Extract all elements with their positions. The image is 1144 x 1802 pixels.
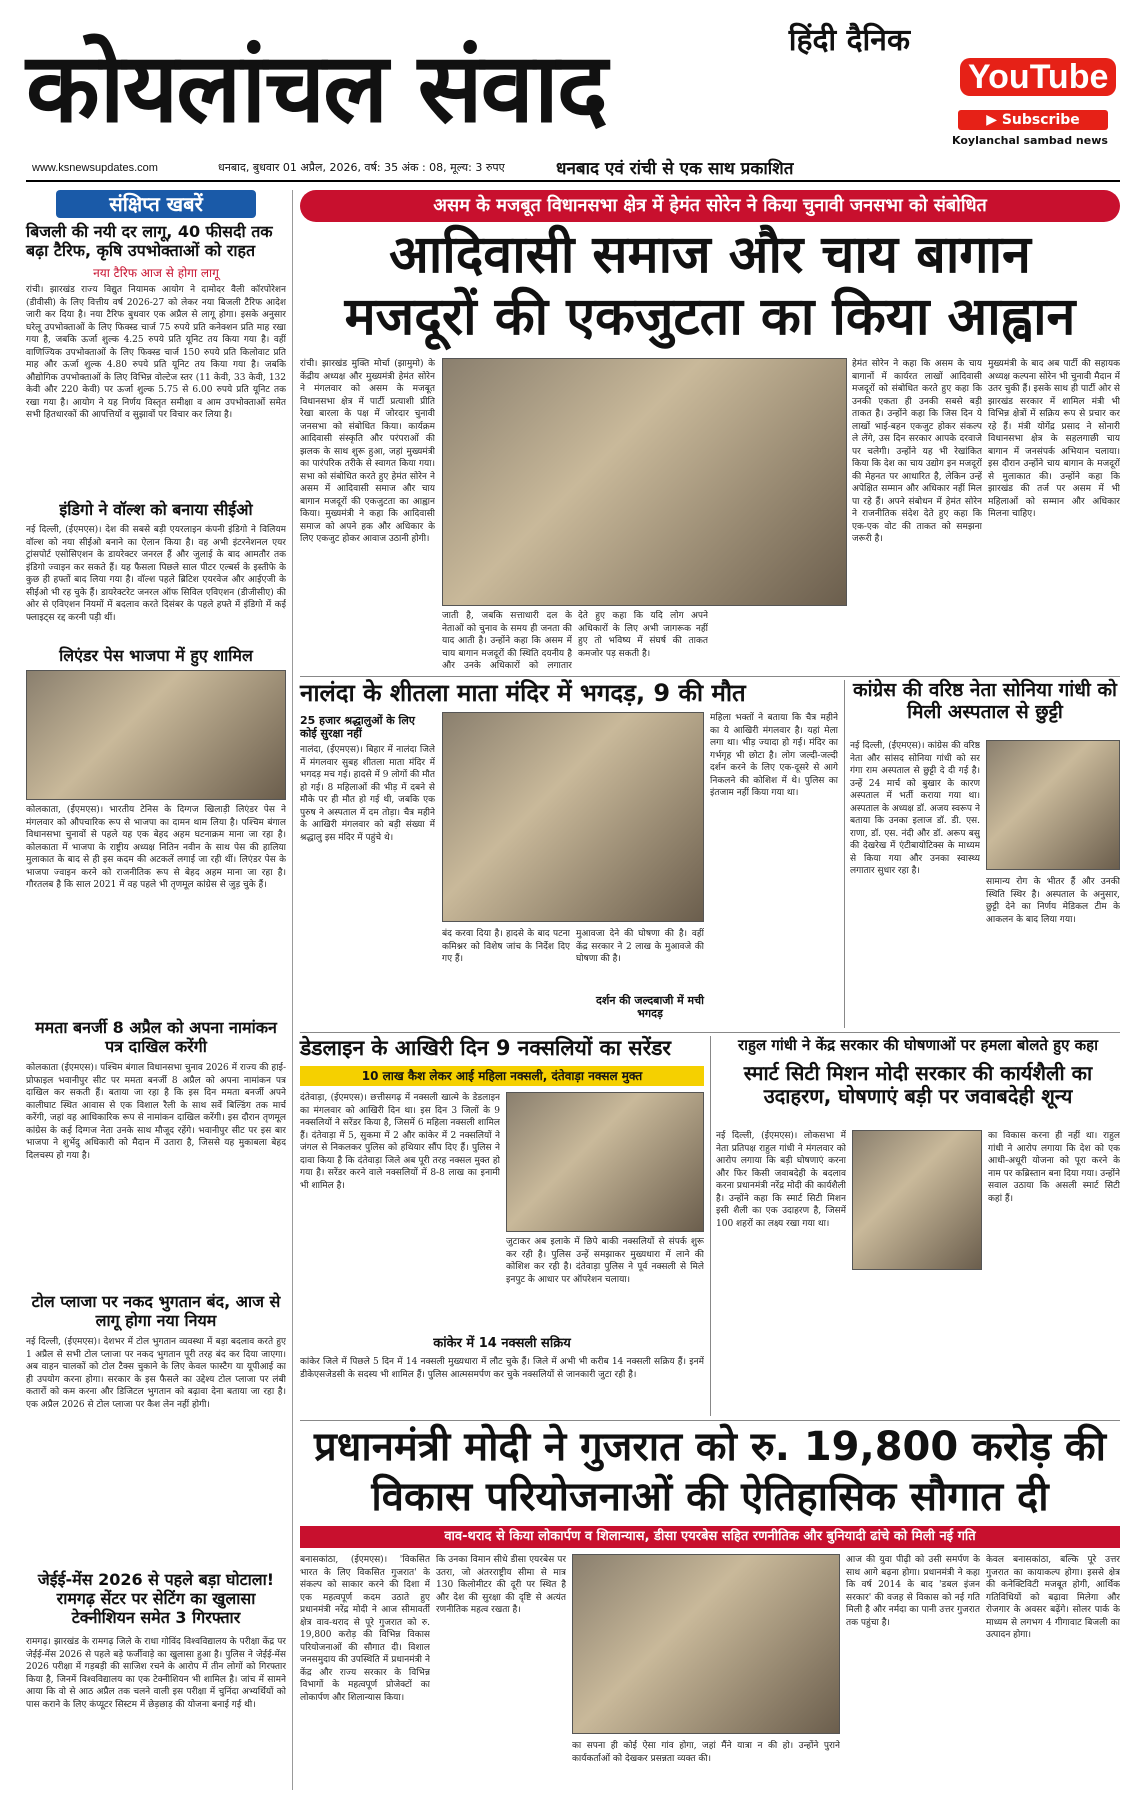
- rahul-headline: स्मार्ट सिटी मिशन मोदी सरकार की कार्यशैली का उदाहरण, घोषणाएं बड़ी पर जवाबदेही शून्य: [743, 1061, 1093, 1108]
- play-icon: ▶: [986, 112, 1002, 128]
- nalanda-headline: नालंदा के शीतला माता मंदिर में भगदड़, 9 की मौत: [300, 679, 746, 707]
- masthead-rule: [26, 180, 1120, 182]
- brief-6-headline: जेईई-मेंस 2026 से पहले बड़ा घोटाला! रामगढ़ सेंटर पर सेटिंग का खुलासा टेक्नीशियन समेत 3 गिरफ्तार: [37, 1570, 275, 1628]
- brief-3-body: कोलकाता, (ईएमएस)। भारतीय टेनिस के दिग्गज खिलाड़ी लिएंडर पेस ने मंगलवार को औपचारिक रूप से भाजपा का दामन थाम लिया है। पश्चिम बंगाल विधानसभा चुनावों से पहले यह एक बेहद अहम घटनाक्रम माना जा रहा है। कोलकाता में भाजपा के राष्ट्रीय अध्यक्ष नितिन नवीन के साथ पेस की हालिया मुलाकात के बाद से ही इस कदम की अटकलें लगाई जा रही थीं। लिएंडर पेस के भाजपा ज्वाइन करने को राजनीतिक रूप से बेहद अहम माना जा रहा है। गौरतलब है कि साल 2021 में वह पहले भी तृणमूल कांग्रेस से जुड़ चुके हैं।: [26, 805, 286, 890]
- naxal-col-1: दंतेवाड़ा, (ईएमएस)। छत्तीसगढ़ में नक्सली खात्मे के डेडलाइन का मंगलवार को आखिरी दिन था। इस दिन 3 जिलों के 9 नक्सलियों ने सरेंडर किया है, जिसमें 6 महिला नक्सली शामिल हैं। दंतेवाड़ा में 5, सुकमा में 2 और कांकेर में 2 नक्सलियों ने जंगल से निकलकर पुलिस को हथियार सौंप दिए हैं। पुलिस ने दावा किया है कि दंतेवाड़ा जिले अब पूरी तरह नक्सल मुक्त हो गया है। सरेंडर करने वाले नक्सलियों में 8-8 लाख का इनामी भी शामिल है।: [300, 1093, 500, 1191]
- rahul-col-1: नई दिल्ली, (ईएमएस)। लोकसभा में नेता प्रतिपक्ष राहुल गांधी ने मंगलवार को आरोप लगाया कि बड़ी घोषणाएं करना और फिर किसी जवाबदेही के बदलाव करना प्रधानमंत्री नरेंद्र मोदी की कार्यशैली है। उन्होंने कहा कि स्मार्ट सिटी मिशन इसी शैली का एक उदाहरण है, जिसमें 100 शहरों का लक्ष्य रखा गया था।: [716, 1131, 846, 1229]
- brief-column: [26, 190, 286, 1800]
- brief-1-sub: नया टैरिफ आज से होगा लागू: [93, 266, 219, 280]
- dateline: धनबाद, बुधवार 01 अप्रैल, 2026, वर्ष: 35 अंक : 08, मूल्य: 3 रुपए: [218, 161, 505, 174]
- leander-photo: [26, 670, 286, 800]
- brief-4-body: कोलकाता (ईएमएस)। पश्चिम बंगाल विधानसभा चुनाव 2026 में राज्य की हाई-प्रोफाइल भवानीपुर सीट पर ममता बनर्जी 8 अप्रैल को अपना नामांकन पत्र दाखिल कर सकती हैं। बताया जा रहा है कि इस दिन ममता बनर्जी अपने कालीघाट स्थित आवास से एक विशाल रैली के साथ सर्वे बिल्डिंग तक मार्च करेंगी, जहां वह आधिकारिक रूप से नामांकन दाखिल करेंगी। इस दौरान तृणमूल कांग्रेस के कई दिग्गज नेता उनके साथ मौजूद रहेंगे। भवानीपुर सीट पर इस बार भाजपा ने शुभेंदु अधिकारी को मैदान में उतारा है, जिससे यह मुकाबला बेहद दिलचस्प हो गया है।: [26, 1063, 286, 1161]
- modi-col-5: केवल बनासकांठा, बल्कि पूरे उत्तर गुजरात का कायाकल्प होगा। इससे क्षेत्र की कनेक्टिविटी मजबूत होगी, आर्थिक गतिविधियों को बढ़ावा मिलेगा और रोजगार के अवसर बढ़ेंगे। सोलर पार्क के माध्यम से लगभग 4 गीगावाट बिजली का उत्पादन होगा।: [986, 1555, 1120, 1640]
- nalanda-caption: दर्शन की जल्दबाजी में मची भगदड़: [596, 994, 704, 1021]
- youtube-badge[interactable]: [940, 58, 1120, 148]
- lead-col-2: जाती है, जबकि सत्ताधारी दल के नेताओं को चुनाव के समय ही जनता की याद आती है। उन्होंने कहा कि असम में चाय बागान मजदूरों की स्थिति दयनीय है और उनके अधिकारों को लगातार: [442, 611, 572, 670]
- naxal-headline: डेडलाइन के आखिरी दिन 9 नक्सलियों का सरेंडर: [300, 1036, 672, 1060]
- sonia-col-1: नई दिल्ली, (ईएमएस)। कांग्रेस की वरिष्ठ नेता और सांसद सोनिया गांधी को सर गंगा राम अस्पताल से छुट्टी दे दी गई है। उन्हें 24 मार्च को बुखार के कारण अस्पताल में भर्ती कराया गया था। अस्पताल के अध्यक्ष डॉ. अजय स्वरूप ने बताया कि उनका इलाज डॉ. डी. एस. राणा, डॉ. एस. नंदी और डॉ. अरूप बसु की देखरेख में एंटीबायोटिक्स के माध्यम से किया गया और उनका स्वास्थ्य लगातार सुधार रहा है।: [850, 741, 980, 876]
- bottom-rule: [300, 1420, 1120, 1421]
- subscribe-label: Subscribe: [1001, 112, 1080, 128]
- brief-label: संक्षिप्त खबरें: [56, 190, 256, 218]
- modi-col-4: आज की युवा पीढ़ी को उसी समर्पण के साथ आगे बढ़ना होगा। प्रधानमंत्री ने कहा कि वर्ष 2014 के बाद 'डबल इंजन सरकार' की वजह से विकास को नई गति मिली है और नर्मदा का पानी उत्तर गुजरात तक पहुंचा है।: [846, 1555, 980, 1628]
- rahul-strap: राहुल गांधी ने केंद्र सरकार की घोषणाओं पर हमला बोलते हुए कहा: [738, 1036, 1098, 1054]
- masthead-title: कोयलांचल संवाद: [26, 32, 606, 144]
- naxal-col-3: कांकेर जिले में पिछले 5 दिन में 14 नक्सली मुख्यधारा में लौट चुके हैं। जिले में अभी भी करीब 14 नक्सली सक्रिय हैं। इनमें डीकेएसजेडसी के सदस्य भी शामिल हैं। पुलिस आत्मसमर्पण कर चुके नक्सलियों से जानकारी जुटा रही है।: [300, 1357, 704, 1380]
- nalanda-rule: [844, 680, 845, 1028]
- left-column-rule: [292, 190, 293, 1790]
- nalanda-col-4: महिला भक्तों ने बताया कि चैत्र महीने का ये आखिरी मंगलवार है। यहां मेला लगा था। भीड़ ज्यादा हो गई। मंदिर का गर्भगृह भी छोटा है। लोग जल्दी-जल्दी दर्शन करने के लिए एक-दूसरे से आगे निकलने की कोशिश में थे। पुलिस का इंतजाम नहीं किया गया था।: [710, 713, 838, 798]
- brief-1-headline: बिजली की नयी दर लागू, 40 फीसदी तक बढ़ा टैरिफ, कृषि उपभोक्ताओं को राहत: [26, 222, 273, 261]
- channel-name: Koylanchal sambad news: [952, 134, 1108, 147]
- sonia-photo: [986, 740, 1120, 870]
- mid-rule: [300, 1032, 1120, 1033]
- website[interactable]: www.ksnewsupdates.com: [32, 162, 158, 174]
- brief-2-body: नई दिल्ली, (ईएमएस)। देश की सबसे बड़ी एयरलाइन कंपनी इंडिगो ने विलियम वॉल्श को नया सीईओ बनाने का ऐलान किया है। वह अभी इंटरनेशनल एयर ट्रांसपोर्ट एसोसिएशन के डायरेक्टर जनरल हैं और जुलाई के बाद आमतौर तक इंडिगो ज्वाइन कर सकते हैं। यह फैसला पिछले साल पीटर एल्बर्स के इस्तीफे के कुछ ही हफ्तों बाद लिया गया है। वॉल्श पहले ब्रिटिश एयरवेज और आईएजी के सीईओ भी रह चुके हैं। डायरेक्टरेट जनरल ऑफ सिविल एविएशन (डीजीसीए) की ओर से एविएशन नियमों में बदलाव करते दिसंबर के पहले हफ्ते में इंडिगो में कई फ्लाइट्स रद्द करनी पड़ी थीं।: [26, 525, 286, 623]
- rahul-col-2: का विकास करना ही नहीं था। राहुल गांधी ने आरोप लगाया कि देश को एक आधी-अधूरी योजना को पूरा करने के नाम पर कब्रिस्तान बना दिया गया। उन्होंने सवाल उठाया कि असली स्मार्ट सिटी कहां हैं।: [988, 1131, 1120, 1204]
- nalanda-col-3: मुआवजा देने की घोषणा की है। वहीं केंद्र सरकार ने 2 लाख के मुआवजे की घोषणा की है।: [576, 929, 704, 964]
- lead-bottom-rule: [300, 676, 1120, 677]
- naxal-sub-2: कांकेर में 14 नक्सली सक्रिय: [433, 1336, 571, 1351]
- youtube-wordmark: YouTube: [960, 58, 1116, 96]
- modi-col-3: का सपना ही कोई ऐसा गांव होगा, जहां मैंने यात्रा न की हो। उन्होंने पुराने कार्यकर्ताओं को देखकर प्रसन्नता व्यक्त की।: [572, 1741, 840, 1764]
- naxal-col-2: जुटाकर अब इलाके में छिपे बाकी नक्सलियों से संपर्क शुरू कर रही है। पुलिस उन्हें समझाकर मुख्यधारा में लाने की कोशिश कर रही है। दंतेवाड़ा पुलिस ने पूर्व नक्सली से मिले इनपुट के आधार पर ऑपरेशन चलाया।: [506, 1237, 704, 1285]
- lead-col-4: हेमंत सोरेन ने कहा कि असम के चाय बागानों में कार्यरत लाखों आदिवासी मजदूरों को संबोधित करते हुए कहा कि उनकी एकता ही उनकी सबसे बड़ी ताकत है। उन्होंने कहा कि जिस दिन ये लाखों भाई-बहन एकजुट होकर संकल्प ले लेंगे, उस दिन सरकार आपके दरवाजे पर चलेगी। उन्होंने यह भी रेखांकित किया कि देश का चाय उद्योग इन मजदूरों की मेहनत पर आधारित है, लेकिन उन्हें अपेक्षित सम्मान और अधिकार नहीं मिल पा रहे हैं। अपने संबोधन में हेमंत सोरेन ने राजनीतिक संदेश देते हुए कहा कि एक-एक वोट की ताकत को समझना जरूरी है।: [852, 359, 982, 544]
- subscribe-button[interactable]: [958, 110, 1108, 130]
- naxal-sub: 10 लाख कैश लेकर आई महिला नक्सली, दंतेवाड़ा नक्सल मुक्त: [300, 1066, 704, 1086]
- sonia-col-2: सामान्य रोग के भीतर हैं और उनकी स्थिति स्थिर है। अस्पताल के अनुसार, छुट्टी देने का निर्णय मेडिकल टीम के आकलन के बाद लिया गया।: [986, 877, 1120, 925]
- naxal-photo: [506, 1092, 704, 1232]
- brief-4-headline: ममता बनर्जी 8 अप्रैल को अपना नामांकन पत्र दाखिल करेंगी: [35, 1018, 277, 1057]
- lead-headline-2: मजदूरों की एकजुटता का किया आह्वान: [344, 287, 1076, 347]
- brief-5-headline: टोल प्लाजा पर नकद भुगतान बंद, आज से लागू होगा नया नियम: [31, 1292, 281, 1331]
- modi-headline-1: प्रधानमंत्री मोदी ने गुजरात को रु. 19,800 करोड़ की: [314, 1424, 1106, 1470]
- brief-2-headline: इंडिगो ने वॉल्श को बनाया सीईओ: [59, 500, 253, 519]
- modi-col-1: बनासकांठा, (ईएमएस)। 'विकसित भारत के लिए विकसित गुजरात' के संकल्प को साकार करने की दिशा में एक महत्वपूर्ण कदम उठाते हुए प्रधानमंत्री नरेंद्र मोदी ने आज सीमावर्ती क्षेत्र वाव-थराद से पूरे गुजरात को रु. 19,800 करोड़ की विभिन्न विकास परियोजनाओं की सौगात दी। विशाल जनसमुदाय की उपस्थिति में प्रधानमंत्री ने केंद्र और राज्य सरकार के विभिन्न विभागों के महत्वपूर्ण प्रोजेक्टों का लोकार्पण और शिलान्यास किया।: [300, 1555, 430, 1703]
- nalanda-col-2: बंद करवा दिया है। हादसे के बाद पटना कमिश्नर को विशेष जांच के निर्देश दिए गए हैं।: [442, 929, 570, 964]
- brief-3-headline: लिएंडर पेस भाजपा में हुए शामिल: [59, 646, 253, 665]
- youtube-logo: [960, 58, 1110, 106]
- tagline: धनबाद एवं रांची से एक साथ प्रकाशित: [556, 159, 794, 179]
- modi-headline-2: विकास परियोजनाओं की ऐतिहासिक सौगात दी: [371, 1474, 1049, 1520]
- naxal-rule: [710, 1036, 711, 1416]
- lead-photo: [442, 358, 847, 606]
- sonia-headline: कांग्रेस की वरिष्ठ नेता सोनिया गांधी को मिली अस्पताल से छुट्टी: [853, 679, 1117, 723]
- brief-5-body: नई दिल्ली, (ईएमएस)। देशभर में टोल भुगतान व्यवस्था में बड़ा बदलाव करते हुए 1 अप्रैल से सभी टोल प्लाजा पर नकद भुगतान पूरी तरह बंद कर दिया जाएगा। अब वाहन चालकों को टोल टैक्स चुकाने के लिए केवल फास्टैग या यूपीआई का ही उपयोग करना होगा। सरकार के इस फैसले का उद्देश्य टोल प्लाजा पर लंबी कतारों को कम करना और डिजिटल भुगतान को बढ़ावा देना बताया जा रहा है। एक अप्रैल 2026 से टोल प्लाजा पर कैश लेन नहीं होगी।: [26, 1337, 286, 1410]
- masthead: [0, 0, 1144, 179]
- modi-col-2: कि उनका विमान सीधे डीसा एयरबेस पर उतरा, जो अंतरराष्ट्रीय सीमा से मात्र 130 किलोमीटर की दूरी पर स्थित है और देश की सुरक्षा की दृष्टि से अत्यंत रणनीतिक महत्व रखता है।: [436, 1555, 566, 1615]
- modi-photo: [572, 1554, 840, 1734]
- lead-col-3: देते हुए कहा कि यदि लोग अपने अधिकारों के लिए अभी जागरूक नहीं हुए तो भविष्य में संघर्ष की ताकत कमजोर पड़ सकती है।: [578, 611, 708, 659]
- rahul-photo: [852, 1130, 982, 1270]
- modi-strap: वाव-थराद से किया लोकार्पण व शिलान्यास, डीसा एयरबेस सहित रणनीतिक और बुनियादी ढांचे को मिली नई गति: [300, 1526, 1120, 1548]
- nalanda-photo: [442, 712, 704, 922]
- brief-1-body: रांची। झारखंड राज्य विद्युत नियामक आयोग ने दामोदर वैली कॉरपोरेशन (डीवीसी) के लिए वित्तीय वर्ष 2026-27 को लेकर नया बिजली टैरिफ आदेश जारी कर दिया है। नया टैरिफ बुधवार एक अप्रैल से लागू होगा। इसके अनुसार घरेलू उपभोक्ताओं के लिए फिक्स्ड चार्ज 75 रुपये प्रति कनेक्शन प्रति माह रखा गया है, जबकि ऊर्जा शुल्क 4.25 रुपये प्रति यूनिट तय किया गया है। वहीं वाणिज्यिक उपभोक्ताओं के लिए फिक्स्ड चार्ज 150 रुपये प्रति किलोवाट प्रति माह और ऊर्जा शुल्क 4.80 रुपये प्रति यूनिट तय किया गया है। जबकि औद्योगिक उपभोक्ताओं के लिए विभिन्न वोल्टेज स्तर (11 केवी, 33 केवी, 132 केवी और 220 केवी) पर ऊर्जा शुल्क 5.75 से 6.00 रुपये प्रति यूनिट तक रखा गया है। आयोग ने यह निर्णय विस्तृत समीक्षा व आम उपभोक्ताओं समेत सभी हितधारकों की आपत्तियों व सुझावों पर विचार कर लिया है।: [26, 285, 286, 420]
- lead-headline-1: आदिवासी समाज और चाय बागान: [389, 225, 1031, 285]
- brief-6-body: रामगढ़। झारखंड के रामगढ़ जिले के राधा गोविंद विश्वविद्यालय के परीक्षा केंद्र पर जेईई-मेंस 2026 से पहले बड़े फर्जीवाड़े का खुलासा हुआ है। पुलिस ने जेईई-मेंस 2026 परीक्षा में गड़बड़ी की साजिश रचने के आरोप में तीन लोगों को गिरफ्तार किया है, जिनमें विश्वविद्यालय का एक टेक्नीशियन भी शामिल है। जांच में सामने आया कि वो से आठ अप्रैल तक चलने वाली इस परीक्षा में चुनिंदा अभ्यर्थियों को पास कराने के लिए कंप्यूटर सिस्टम में छेड़छाड़ की योजना बनाई गई थी।: [26, 1637, 286, 1710]
- masthead-subtitle: हिंदी दैनिक: [788, 23, 910, 58]
- lead-col-5: मुख्यमंत्री के बाद अब पार्टी की सहायक अध्यक्ष कल्पना सोरेन भी चुनावी मैदान में उतर चुकी हैं। इसके साथ ही पार्टी ओर से झारखंड सरकार में शामिल मंत्री भी विभिन्न क्षेत्रों में सक्रिय रूप से प्रचार कर रहे हैं। मंत्री योगेंद्र प्रसाद ने सोनारी विधानसभा क्षेत्र के सहलगाछी चाय बागान में जनसंपर्क अभियान चलाया। इस दौरान उन्होंने चाय बागान के मजदूरों से मुलाकात की। उन्होंने कहा कि झारखंड की तर्ज पर असम में भी महिलाओं को सम्मान और अधिकार मिलना चाहिए।: [988, 359, 1120, 519]
- lead-col-1: रांची। झारखंड मुक्ति मोर्चा (झामुमो) के केंद्रीय अध्यक्ष और मुख्यमंत्री हेमंत सोरेन ने मंगलवार को असम के मजबूत विधानसभा क्षेत्र में पार्टी प्रत्याशी प्रीति रेखा बारला के पक्ष में जोरदार चुनावी जनसभा को संबोधित किया। कार्यक्रम आदिवासी संस्कृति और परंपराओं की झलक के साथ शुरू हुआ, जहां मुख्यमंत्री का पारंपरिक तरीके से स्वागत किया गया। सभा को संबोधित करते हुए हेमंत सोरेन ने असम में आदिवासी समाज और चाय बागान मजदूरों की एकजुटता का आह्वान किया। मुख्यमंत्री ने कहा कि आदिवासी समाज को अपने हक और अधिकार के लिए एकजुट होकर आवाज उठानी होगी।: [300, 359, 435, 544]
- nalanda-col-1: नालंदा, (ईएमएस)। बिहार में नालंदा जिले में मंगलवार सुबह शीतला माता मंदिर में भगदड़ मच गई। हादसे में 9 लोगों की मौत हो गई। 8 महिलाओं की भीड़ में दबने से मौके पर ही मौत हो गई थी, जबकि एक पुरुष ने अस्पताल में दम तोड़ा। चैत्र महीने के आखिरी मंगलवार को बड़ी संख्या में श्रद्धालु इस मंदिर में पहुंचे थे।: [300, 745, 435, 843]
- nalanda-sub: 25 हजार श्रद्धालुओं के लिए कोई सुरक्षा नहीं: [300, 714, 415, 741]
- lead-strap: असम के मजबूत विधानसभा क्षेत्र में हेमंत सोरेन ने किया चुनावी जनसभा को संबोधित: [300, 190, 1120, 222]
